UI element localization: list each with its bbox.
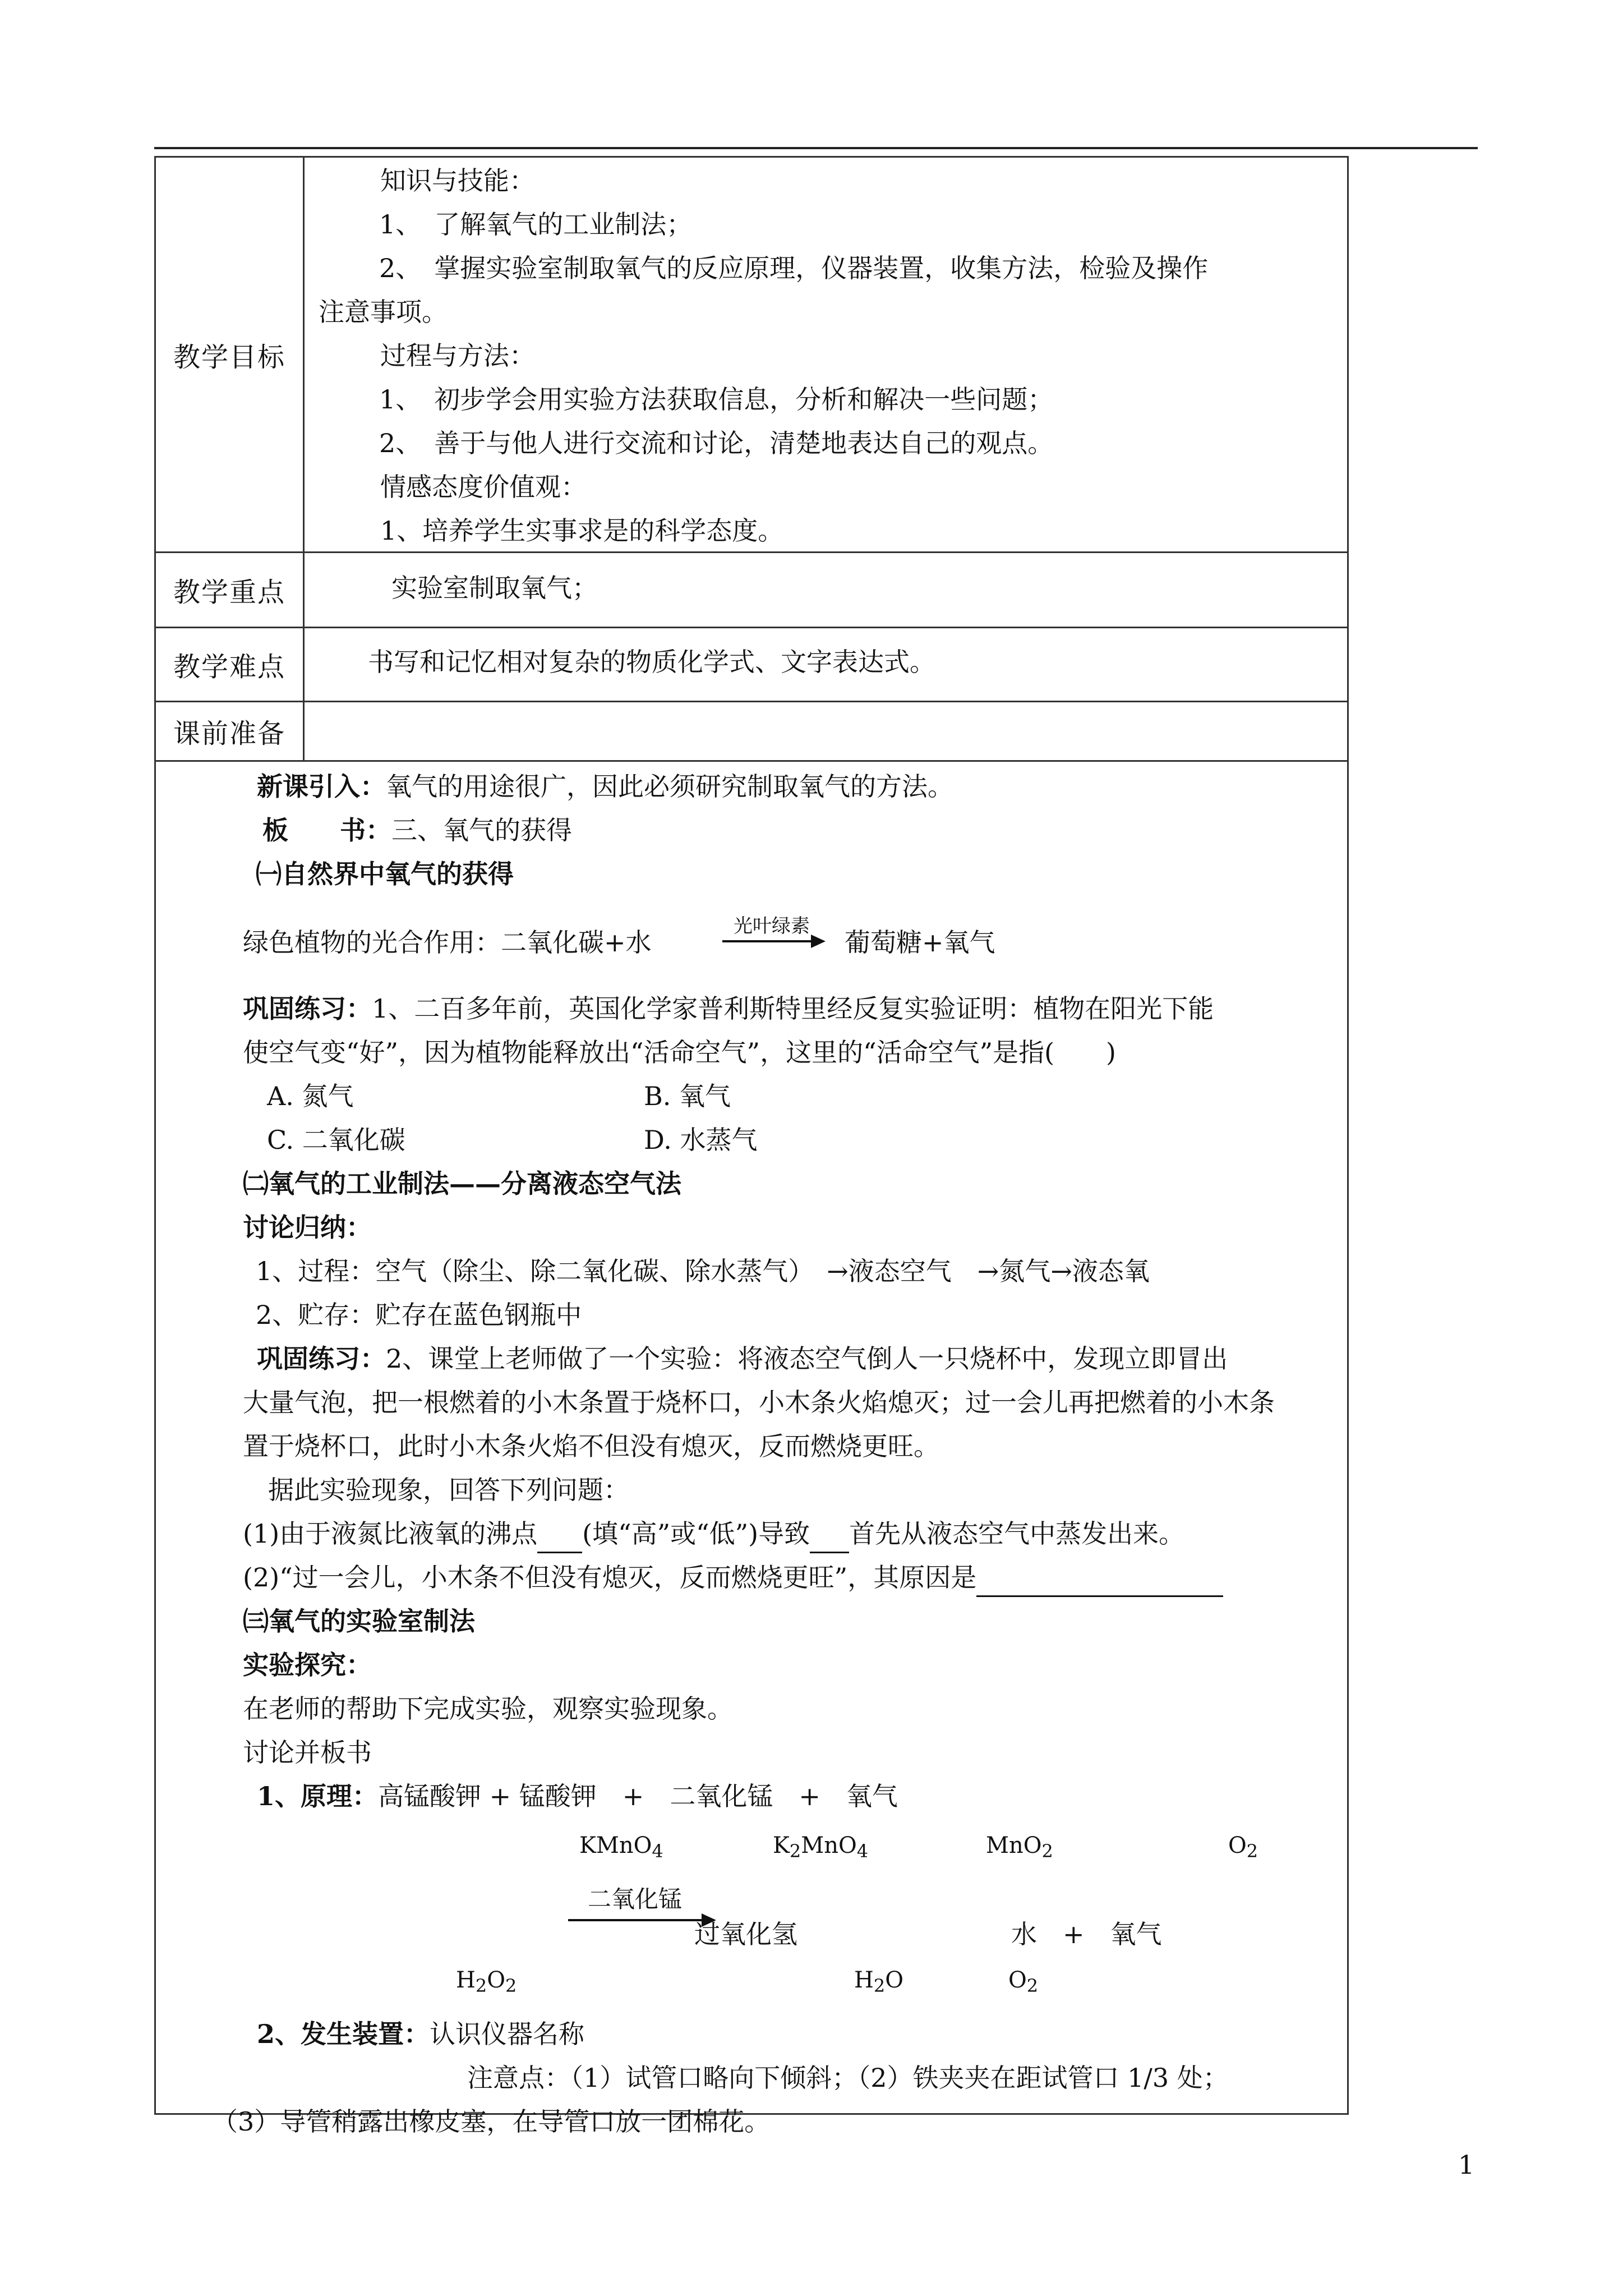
photosynthesis-post: 葡萄糖+氧气 bbox=[845, 927, 995, 958]
question-1 bbox=[243, 1519, 1184, 1553]
formula-k2mno4: $K_2MnO_4$ bbox=[773, 1833, 869, 1862]
row-divider bbox=[156, 551, 1347, 553]
goals-line: 情感态度价值观： bbox=[380, 472, 587, 502]
exercise-1-label: 巩固练习： bbox=[243, 993, 372, 1024]
exercise-1-option-d: D. 水蒸气 bbox=[644, 1125, 758, 1155]
prep-label: 课前准备 bbox=[173, 718, 285, 749]
goals-line: 知识与技能： bbox=[380, 165, 535, 196]
discussion-label: 讨论归纳： bbox=[243, 1212, 372, 1243]
device-label: 2、发生装置： bbox=[257, 2019, 430, 2049]
exercise-2-line: 据此实验现象，回答下列问题： bbox=[268, 1475, 629, 1505]
exercise-2-text: 2、课堂上老师做了一个实验：将液态空气倒人一只烧杯中，发现立即冒出 bbox=[386, 1343, 1228, 1374]
goals-label: 教学目标 bbox=[173, 341, 285, 373]
process-line: 1、过程：空气（除尘、除二氧化碳、除水蒸气） →液态空气 →氮气→液态氧 bbox=[256, 1256, 1150, 1286]
discuss-board: 讨论并板书 bbox=[243, 1737, 372, 1768]
answer-blank[interactable] bbox=[537, 1521, 582, 1553]
device-text: 认识仪器名称 bbox=[430, 2019, 585, 2049]
question-2 bbox=[243, 1562, 1223, 1597]
reaction-arrow-icon bbox=[568, 1919, 714, 1921]
goals-line: 1、培养学生实事求是的科学态度。 bbox=[380, 516, 784, 546]
device-line bbox=[257, 2019, 584, 2050]
h2o2-name: 过氧化氢 bbox=[694, 1919, 797, 1949]
exercise-2-line: 大量气泡，把一根燃着的小木条置于烧杯口，小木条火焰熄灭；过一会儿再把燃着的小木条 bbox=[243, 1387, 1275, 1418]
storage-line: 2、贮存：贮存在蓝色钢瓶中 bbox=[256, 1300, 582, 1330]
answer-blank[interactable] bbox=[810, 1521, 849, 1553]
question-1-part: 首先从液态空气中蒸发出来。 bbox=[849, 1519, 1185, 1549]
question-1-part: (填“高”或“低”)导致 bbox=[582, 1519, 810, 1549]
principle-line bbox=[257, 1781, 898, 1812]
exercise-1-text: 1、二百多年前，英国化学家普利斯特里经反复实验证明：植物在阳光下能 bbox=[372, 993, 1214, 1024]
row-divider bbox=[156, 627, 1347, 628]
goals-line: 注意事项。 bbox=[319, 297, 448, 327]
principle-text: 高锰酸钾 + 锰酸钾 + 二氧化锰 + 氧气 bbox=[378, 1781, 898, 1811]
photosynthesis-condition: 光叶绿素 bbox=[734, 915, 810, 937]
goals-line: 2、 掌握实验室制取氧气的反应原理，仪器装置，收集方法，检验及操作 bbox=[379, 253, 1209, 283]
intro-label: 新课引入： bbox=[257, 771, 386, 802]
key-label: 教学重点 bbox=[173, 576, 285, 608]
goals-line: 2、 善于与他人进行交流和讨论，清楚地表达自己的观点。 bbox=[379, 428, 1054, 458]
formula-kmno4: KMnO$_4$ bbox=[579, 1833, 663, 1862]
photosynthesis-pre: 绿色植物的光合作用：二氧化碳+水 bbox=[243, 927, 652, 958]
question-2-part: (2)“过一会儿，小木条不但没有熄灭，反而燃烧更旺”，其原因是 bbox=[243, 1562, 977, 1593]
intro-line bbox=[257, 771, 953, 802]
note-line: （3）导管稍露出橡皮塞，在导管口放一团棉花。 bbox=[212, 2106, 771, 2137]
note-line: 注意点：（1）试管口略向下倾斜；（2）铁夹夹在距试管口 1/3 处； bbox=[467, 2063, 1229, 2093]
section-2-title: ㈡氧气的工业制法——分离液态空气法 bbox=[243, 1168, 681, 1199]
exercise-2-label: 巩固练习： bbox=[257, 1343, 386, 1374]
exercise-1-line bbox=[243, 993, 1214, 1024]
section-1-title: ㈠自然界中氧气的获得 bbox=[256, 859, 514, 889]
explore-text: 在老师的帮助下完成实验，观察实验现象。 bbox=[243, 1694, 733, 1724]
formula-h2o: $H_2O$ bbox=[854, 1967, 904, 1996]
exercise-1-option-b: B. 氧气 bbox=[644, 1081, 731, 1111]
board-text: 三、氧气的获得 bbox=[391, 815, 572, 845]
answer-blank[interactable] bbox=[976, 1565, 1223, 1597]
key-content: 实验室制取氧气； bbox=[391, 573, 598, 603]
exercise-2-line bbox=[257, 1343, 1228, 1374]
page-number: 1 bbox=[1458, 2150, 1475, 2180]
reaction-arrow-icon bbox=[722, 940, 823, 942]
water-oxygen: 水 + 氧气 bbox=[1011, 1919, 1162, 1949]
goals-line: 过程与方法： bbox=[380, 341, 535, 371]
goals-line: 1、 了解氧气的工业制法； bbox=[379, 209, 693, 240]
row-divider bbox=[156, 701, 1347, 702]
exercise-1-option-c: C. 二氧化碳 bbox=[267, 1125, 405, 1155]
row-divider bbox=[156, 760, 1347, 762]
exercise-1-line: 使空气变“好”，因为植物能释放出“活命空气”，这里的“活命空气”是指( ) bbox=[243, 1037, 1116, 1068]
label-column-divider bbox=[303, 158, 305, 760]
principle-label: 1、原理： bbox=[257, 1781, 379, 1811]
formula-h2o2: $H_2O_2$ bbox=[456, 1967, 517, 1996]
formula-o2: $O_2$ bbox=[1008, 1967, 1039, 1996]
question-1-part: (1)由于液氮比液氧的沸点 bbox=[243, 1519, 538, 1549]
lesson-plan-table bbox=[154, 156, 1349, 2137]
exercise-2-line: 置于烧杯口，此时小木条火焰不但没有熄灭，反而燃烧更旺。 bbox=[243, 1431, 939, 1461]
difficulty-content: 书写和记忆相对复杂的物质化学式、文字表达式。 bbox=[368, 647, 935, 677]
board-line bbox=[262, 815, 572, 846]
difficulty-label: 教学难点 bbox=[173, 651, 285, 683]
formula-o2: $O_2$ bbox=[1228, 1833, 1258, 1862]
goals-line: 1、 初步学会用实验方法获取信息，分析和解决一些问题； bbox=[379, 384, 1054, 415]
formula-mno2: MnO$_2$ bbox=[986, 1833, 1053, 1862]
exercise-1-option-a: A. 氮气 bbox=[267, 1081, 354, 1111]
catalyst-label: 二氧化锰 bbox=[588, 1885, 683, 1913]
board-label: 板 书： bbox=[262, 815, 391, 845]
header-rule bbox=[154, 147, 1478, 149]
section-3-title: ㈢氧气的实验室制法 bbox=[243, 1606, 475, 1636]
intro-text: 氧气的用途很广，因此必须研究制取氧气的方法。 bbox=[386, 771, 953, 802]
explore-label: 实验探究： bbox=[243, 1650, 372, 1680]
